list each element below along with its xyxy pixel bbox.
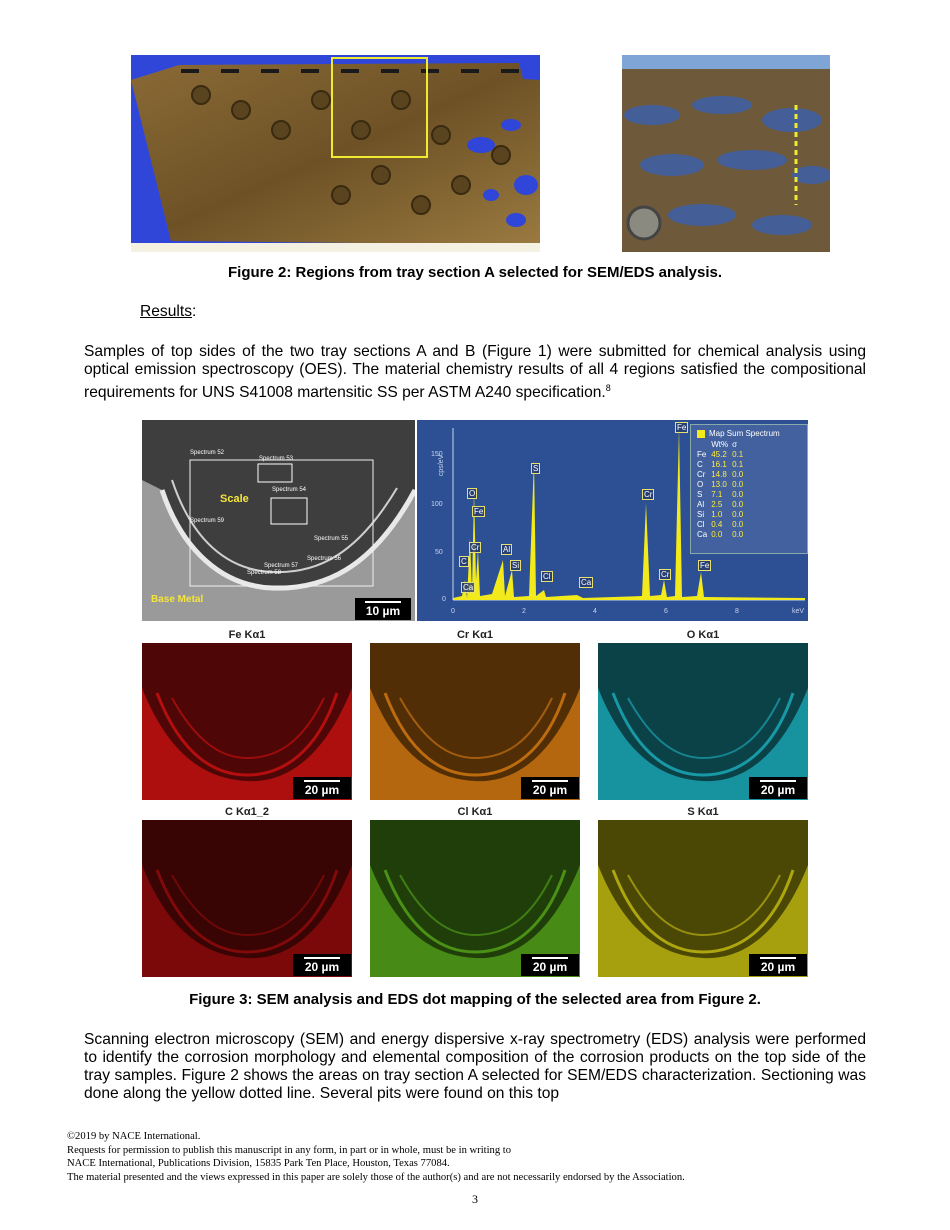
peak-label-cr: Cr — [471, 543, 480, 552]
legend-row: Si 1.0 0.0 — [697, 510, 744, 519]
peak-label-cl: Cl — [543, 572, 551, 581]
footer-line-2: Requests for permission to publish this manuscript in any form, in part or in whole, must be in writing to — [67, 1144, 512, 1156]
ytick-150: 150 — [431, 451, 443, 458]
legend-row: Cl 0.4 0.0 — [697, 520, 744, 529]
y-axis-label: cps/eV — [438, 454, 446, 477]
spectrum-label-54: Spectrum 54 — [272, 487, 307, 493]
peak-label-o: O — [469, 489, 476, 498]
scale-label: Scale — [220, 493, 249, 505]
xtick-6: 6 — [664, 608, 668, 615]
results-heading: Results: — [140, 303, 197, 320]
ytick-0: 0 — [442, 596, 446, 603]
map-c — [142, 820, 352, 977]
spectrum-label-52: Spectrum 52 — [190, 450, 225, 456]
legend-row: O 13.0 0.0 — [697, 480, 744, 489]
peak-label-s: S — [533, 464, 539, 473]
xtick-4: 4 — [593, 608, 597, 615]
map-scalebar: 20 µm — [521, 777, 579, 799]
figure2-caption: Figure 2: Regions from tray section A selected for SEM/EDS analysis. — [227, 264, 723, 281]
footer-line-3: NACE International, Publications Division, 15835 Park Ten Place, Houston, Texas 77084. — [67, 1158, 450, 1170]
page-number: 3 — [472, 1192, 478, 1206]
peak-label-al: Al — [503, 545, 511, 554]
footer-line-4: The material presented and the views expressed in this paper are solely those of the author(s) and are not necessarily endorsed by the Association. — [67, 1171, 685, 1183]
xtick-0: 0 — [451, 608, 455, 615]
sem-image — [142, 420, 415, 621]
x-unit: keV — [792, 608, 805, 615]
ytick-100: 100 — [431, 501, 443, 508]
map-title-s: S Kα1 — [687, 806, 719, 818]
legend-row: Al 2.5 0.0 — [697, 500, 744, 509]
tray-photo — [131, 55, 540, 252]
legend-title: Map Sum Spectrum — [697, 429, 807, 438]
map-cl — [370, 820, 580, 977]
legend-row: Cr 14.8 0.0 — [697, 470, 744, 479]
map-title-o: O Kα1 — [686, 629, 720, 641]
legend-row: S 7.1 0.0 — [697, 490, 744, 499]
tray-photo-art — [131, 55, 540, 252]
peak-label-c: C — [461, 557, 467, 566]
map-scalebar: 20 µm — [293, 777, 351, 799]
map-scalebar: 20 µm — [293, 954, 351, 976]
spectrum-label-59: Spectrum 59 — [190, 518, 225, 524]
closeup-photo — [622, 55, 830, 252]
copyright-footer — [67, 1130, 685, 1184]
map-title-c: C Kα1_2 — [224, 806, 270, 818]
legend-swatch — [697, 430, 705, 438]
spectrum-label-58: Spectrum 58 — [247, 570, 282, 576]
legend-col-wt: Wt% — [711, 440, 729, 449]
peak-label-ca2: Ca — [581, 578, 592, 587]
sem-image-art — [142, 420, 415, 621]
map-title-cl: Cl Kα1 — [457, 806, 493, 818]
closeup-photo-art — [622, 55, 830, 252]
spectrum-legend — [690, 424, 808, 554]
peak-label-fe2: Fe — [677, 423, 687, 432]
map-fe — [142, 643, 352, 800]
map-title-fe: Fe Kα1 — [228, 629, 266, 641]
results-paragraph: Samples of top sides of the two tray sections A and B (Figure 1) were submitted for chemical analysis using optical emission spectroscopy (OES). The material chemistry results of all 4 regions satisfied the compositional requirements for UNS S41008 martensitic SS per ASTM A240 specification.$^8$ — [84, 343, 866, 402]
spectrum-label-53: Spectrum 53 — [259, 456, 294, 462]
peak-label-cr2: Cr — [644, 490, 653, 499]
legend-row: C 16.1 0.1 — [697, 460, 744, 469]
peak-label-si: Si — [512, 561, 520, 570]
xtick-8: 8 — [735, 608, 739, 615]
peak-label-fe3: Fe — [700, 561, 710, 570]
ruler — [131, 243, 540, 252]
map-scalebar: 20 µm — [749, 954, 807, 976]
map-s — [598, 820, 808, 977]
figure3-caption: Figure 3: SEM analysis and EDS dot mapping of the selected area from Figure 2. — [189, 991, 761, 1008]
map-o — [598, 643, 808, 800]
legend-col-sigma: σ — [732, 440, 738, 449]
sem-paragraph: Scanning electron microscopy (SEM) and energy dispersive x-ray spectrometry (EDS) analysis were performed to identify the corrosion morphology and elemental composition of the corrosion products on the top side of the tray samples. Figure 2 shows the areas on tray section A selected for SEM/EDS characterization. Sectioning was done along the yellow dotted line. Several pits were found on this top — [84, 1031, 866, 1102]
base-metal-label: Base Metal — [151, 594, 204, 605]
ytick-50: 50 — [435, 549, 443, 556]
legend-row: Ca 0.0 0.0 — [697, 530, 744, 539]
spectrum-label-56: Spectrum 56 — [307, 556, 342, 562]
rivet — [628, 207, 660, 239]
peak-label-cr3: Cr — [661, 570, 670, 579]
peak-label-fe: Fe — [474, 507, 484, 516]
footer-line-1: ©2019 by NACE International. — [67, 1131, 201, 1142]
legend-row: Fe 45.2 0.1 — [697, 450, 744, 459]
map-scalebar: 20 µm — [521, 954, 579, 976]
slot-row — [181, 69, 519, 73]
map-cr — [370, 643, 580, 800]
map-title-cr: Cr Kα1 — [456, 629, 494, 641]
legend-table — [697, 440, 747, 540]
map-scalebar: 20 µm — [749, 777, 807, 799]
spectrum-label-55: Spectrum 55 — [314, 536, 349, 542]
peak-label-ca1: Ca — [463, 583, 474, 592]
sem-scalebar: 10 µm — [355, 598, 411, 620]
xtick-2: 2 — [522, 608, 526, 615]
spectrum-label-57: Spectrum 57 — [264, 563, 299, 569]
